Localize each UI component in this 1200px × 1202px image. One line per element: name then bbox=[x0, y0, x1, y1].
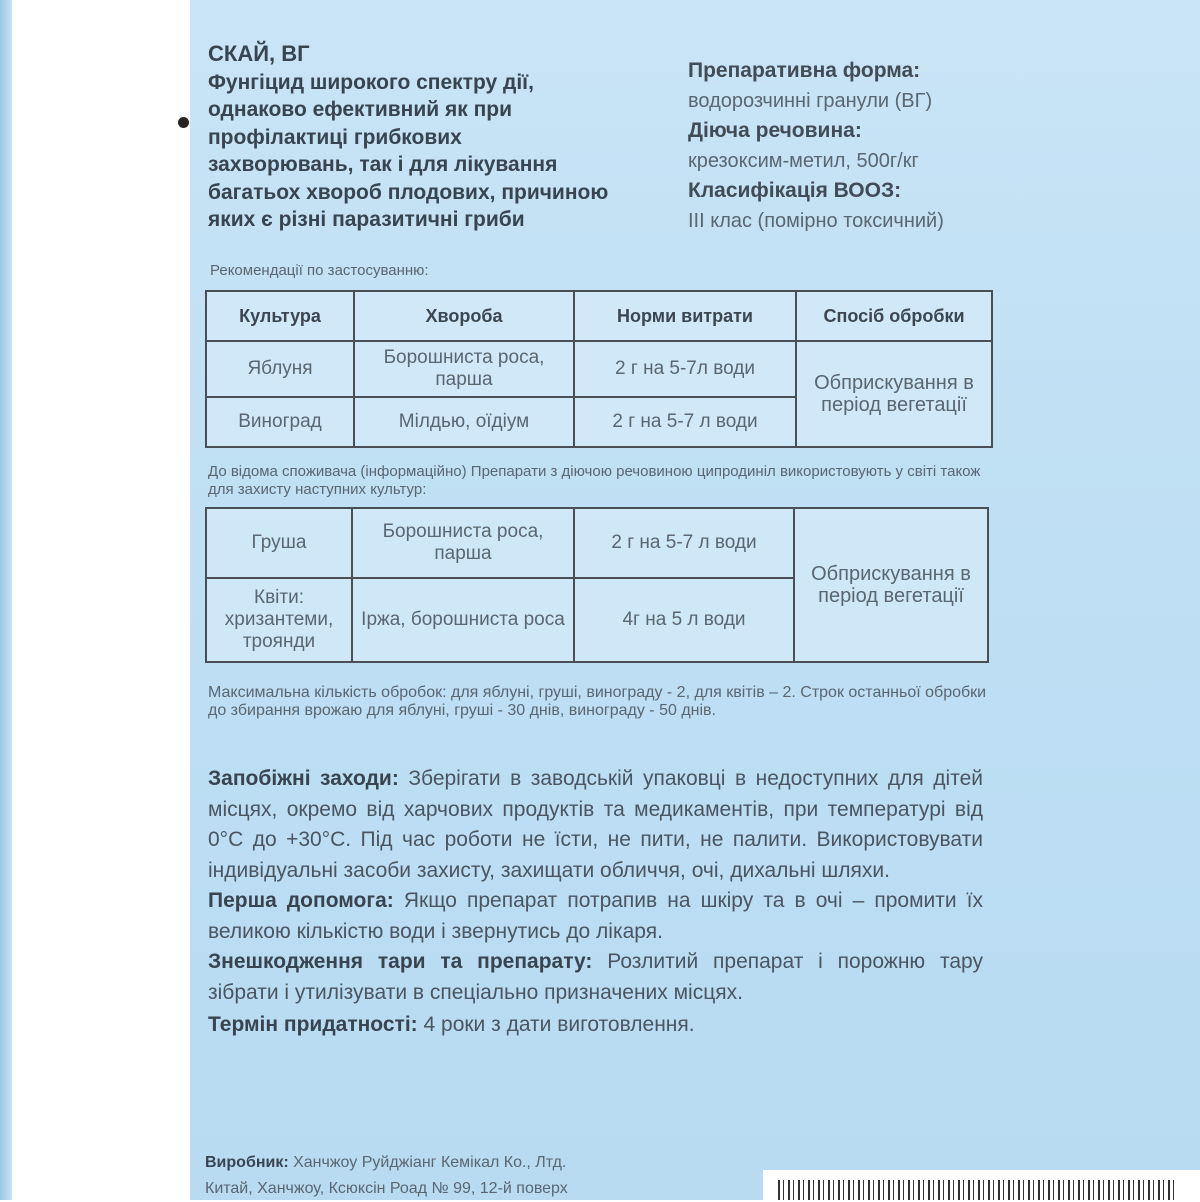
manufacturer-name: Ханчжоу Руйджіанг Кемікал Ко., Лтд. bbox=[293, 1154, 567, 1171]
description-line: яких є різні паразитичні гриби bbox=[208, 208, 525, 231]
column-header-crop: Культура bbox=[206, 291, 354, 341]
crop-cell: Груша bbox=[206, 508, 352, 578]
barcode-icon bbox=[778, 1180, 1178, 1200]
disposal-text: Розлитий препарат і порожню тару зібрати і утилізувати в спеціально призначених місцях. bbox=[208, 950, 983, 1004]
description-line: однаково ефективний як при bbox=[208, 98, 513, 121]
recommendations-table bbox=[205, 290, 993, 448]
crop-cell: Виноград bbox=[206, 397, 354, 447]
max-treatments-note: Максимальна кількість обробок: для яблуні, груші, винограду - 2, для квітів – 2. Строк останньої обробки до збирання врожаю для яблуні, груші - 30 днів, винограду - 50 днів. bbox=[208, 684, 987, 719]
precautions-text: Зберігати в заводській упаковці в недоступних для дітей місцях, окремо від харчових продуктів та медикаментів, при температурі від 0°С до +30°С. Під час роботи не їсти, не пити, не палити. Використовувати індивідуальні засоби захисту, захищати обличчя, очі, дихальні шляхи. bbox=[208, 767, 983, 882]
description-line: захворювань, так і для лікування bbox=[208, 153, 558, 176]
safety-info bbox=[208, 764, 983, 1041]
precautions-paragraph bbox=[208, 764, 983, 886]
rate-cell: 2 г на 5-7л води bbox=[574, 341, 796, 397]
product-intro bbox=[208, 40, 678, 234]
disease-cell: Мілдью, оїдіум bbox=[354, 397, 574, 447]
method-cell: Обприскування в період вегетації bbox=[796, 341, 992, 447]
table-row bbox=[206, 508, 988, 578]
crop-cell: Яблуня bbox=[206, 341, 354, 397]
table-header-row bbox=[206, 291, 992, 341]
method-cell: Обприскування в період вегетації bbox=[794, 508, 988, 662]
substance-label: Діюча речовина: bbox=[688, 119, 862, 142]
column-header-method: Спосіб обробки bbox=[796, 291, 992, 341]
description-line: профілактиці грибкових bbox=[208, 125, 462, 149]
rate-cell: 2 г на 5-7 л води bbox=[574, 397, 796, 447]
first-aid-text: Якщо препарат потрапив на шкіру та в очі – промити їх великою кількістю води і звернутись до лікаря. bbox=[208, 889, 984, 943]
rate-cell: 4г на 5 л води bbox=[574, 578, 794, 662]
table-row bbox=[206, 341, 992, 397]
disease-cell: Борошниста роса, парша bbox=[354, 341, 574, 397]
shelf-life-label: Термін придатності: bbox=[208, 1013, 418, 1036]
classification-label: Класифікація ВООЗ: bbox=[688, 179, 902, 202]
rate-cell: 2 г на 5-7 л води bbox=[574, 508, 794, 578]
print-speck bbox=[178, 117, 189, 128]
manufacturer-address: Китай, Ханчжоу, Ксюксін Роад № 99, 12-й поверх bbox=[205, 1180, 568, 1197]
column-header-disease: Хвороба bbox=[354, 291, 574, 341]
shelf-life-paragraph bbox=[208, 1010, 983, 1041]
description-line: багатьох хвороб плодових, причиною bbox=[208, 180, 609, 204]
crop-cell: Квіти: хризантеми, троянди bbox=[206, 578, 352, 662]
shelf-life-text: 4 роки з дати виготовлення. bbox=[423, 1013, 695, 1036]
disposal-label: Знешкодження тари та препарату: bbox=[208, 950, 593, 973]
first-aid-paragraph bbox=[208, 886, 983, 947]
consumer-note: До відома споживача (інформаційно) Препарати з діючою речовиною ципродиніл використовують у світі також для захисту наступних культур: bbox=[208, 463, 981, 498]
disposal-paragraph bbox=[208, 947, 983, 1008]
product-title: СКАЙ, ВГ bbox=[208, 41, 310, 66]
product-specs bbox=[688, 56, 1008, 236]
precautions-label: Запобіжні заходи: bbox=[208, 767, 399, 790]
additional-crops-table bbox=[205, 507, 989, 663]
disease-cell: Іржа, борошниста роса bbox=[352, 578, 574, 662]
description-line: Фунгіцид широкого спектру дії, bbox=[208, 70, 534, 94]
manufacturer-label: Виробник: bbox=[205, 1154, 289, 1171]
classification-value: III клас (помірно токсичний) bbox=[688, 210, 944, 232]
form-value: водорозчинні гранули (ВГ) bbox=[688, 90, 933, 112]
substance-value: крезоксим-метил, 500г/кг bbox=[688, 150, 919, 172]
label-edge bbox=[0, 0, 12, 1200]
first-aid-label: Перша допомога: bbox=[208, 889, 394, 912]
form-label: Препаративна форма: bbox=[688, 59, 921, 82]
disease-cell: Борошниста роса, парша bbox=[352, 508, 574, 578]
column-header-rate: Норми витрати bbox=[574, 291, 796, 341]
recommendations-title: Рекомендації по застосуванню: bbox=[210, 262, 429, 279]
